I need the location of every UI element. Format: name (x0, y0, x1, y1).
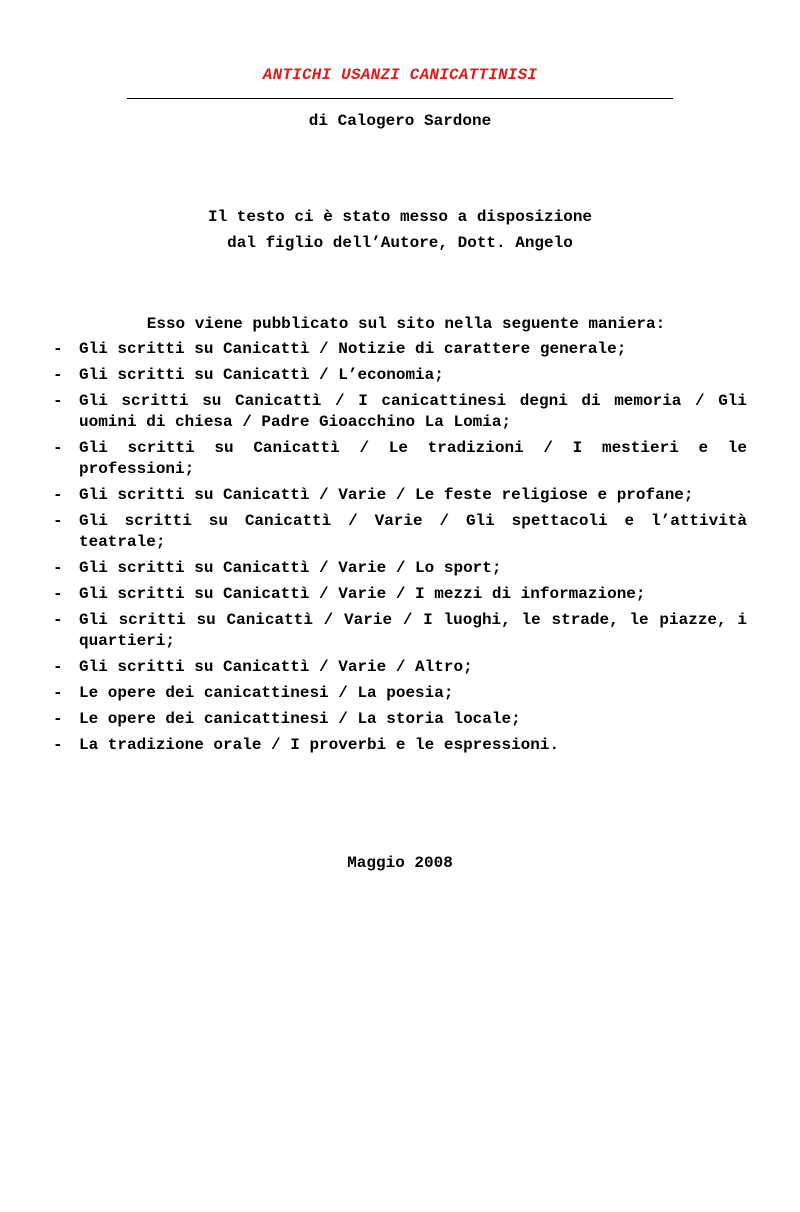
list-item-text: Le opere dei canicattinesi / La storia locale; (79, 710, 521, 728)
credit-paragraph (0, 204, 800, 256)
list-item (53, 391, 747, 433)
bullet-dash: - (53, 559, 63, 577)
list-item-text: Le opere dei canicattinesi / La poesia; (79, 684, 454, 702)
list-item (53, 584, 747, 605)
publication-date: Maggio 2008 (347, 854, 453, 872)
list-item (53, 558, 747, 579)
publication-list (53, 339, 747, 761)
list-item-text: Gli scritti su Canicattì / Varie / Altro; (79, 658, 473, 676)
bullet-dash: - (53, 366, 63, 384)
bullet-dash: - (53, 585, 63, 603)
bullet-dash: - (53, 486, 63, 504)
list-item-text: Gli scritti su Canicattì / Varie / I mezzi di informazione; (79, 585, 646, 603)
list-item (53, 485, 747, 506)
list-item-text: Gli scritti su Canicattì / Varie / Gli spettacoli e l’attività teatrale; (79, 512, 747, 551)
list-item-text: Gli scritti su Canicattì / Varie / Lo sport; (79, 559, 502, 577)
list-item (53, 657, 747, 678)
list-item (53, 511, 747, 553)
bullet-dash: - (53, 736, 63, 754)
list-item (53, 339, 747, 360)
bullet-dash: - (53, 658, 63, 676)
list-item (53, 709, 747, 730)
credit-line-1: Il testo ci è stato messo a disposizione (207, 208, 593, 226)
list-item (53, 438, 747, 480)
list-item-text: La tradizione orale / I proverbi e le espressioni. (79, 736, 560, 754)
bullet-dash: - (53, 512, 63, 530)
list-item (53, 365, 747, 386)
credit-line-2: dal figlio dell’Autore, Dott. Angelo (227, 234, 573, 252)
intro-text: Esso viene pubblicato sul sito nella seguente maniera: (146, 315, 666, 333)
list-item-text: Gli scritti su Canicattì / Notizie di carattere generale; (79, 340, 627, 358)
bullet-dash: - (53, 684, 63, 702)
list-item (53, 735, 747, 756)
list-item-text: Gli scritti su Canicattì / Le tradizioni / I mestieri e le professioni; (79, 439, 747, 478)
bullet-dash: - (53, 439, 63, 457)
bullet-dash: - (53, 340, 63, 358)
list-item-text: Gli scritti su Canicattì / L’economia; (79, 366, 444, 384)
document-title: ANTICHI USANZI CANICATTINISI (262, 66, 538, 84)
bullet-dash: - (53, 611, 63, 629)
author-line: di Calogero Sardone (308, 112, 492, 130)
list-item-text: Gli scritti su Canicattì / Varie / I luoghi, le strade, le piazze, i quartieri; (79, 611, 747, 650)
list-item (53, 683, 747, 704)
list-item-text: Gli scritti su Canicattì / I canicattinesi degni di memoria / Gli uomini di chiesa / Padre Gioacchino La Lomia; (79, 392, 747, 431)
list-item (53, 610, 747, 652)
bullet-dash: - (53, 392, 63, 410)
title-divider (127, 98, 673, 99)
bullet-dash: - (53, 710, 63, 728)
list-item-text: Gli scritti su Canicattì / Varie / Le feste religiose e profane; (79, 486, 694, 504)
